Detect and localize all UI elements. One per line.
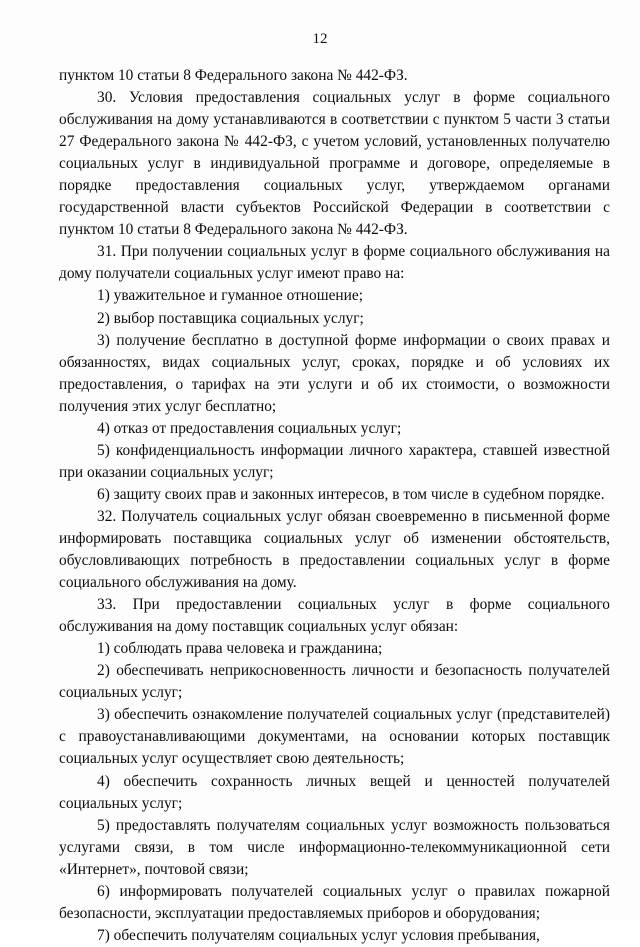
paragraph-33: 33. При предоставлении социальных услуг в форме социального обслуживания на дому поставщик социальных услуг обязан: [59, 596, 610, 636]
paragraph-33-item-2: 2) обеспечивать неприкосновенность личности и безопасность получателей социальных услуг; [59, 662, 610, 702]
paragraph-33-item-6: 6) информировать получателей социальных услуг о правилах пожарной безопасности, эксплуатации предоставляемых приборов и оборудования; [59, 882, 610, 922]
paragraph-33-item-3: 3) обеспечить ознакомление получателей социальных услуг (представителей) с правоустанавливающими документами, на основании которых поставщик социальных услуг осуществляет свою деятельность; [59, 706, 610, 768]
page-number: 12 [312, 31, 328, 47]
paragraph-31-item-4: 4) отказ от предоставления социальных услуг; [97, 419, 402, 437]
document-body [59, 65, 610, 947]
paragraph-31-item-1: 1) уважительное и гуманное отношение; [97, 287, 363, 305]
paragraph-33-item-1: 1) соблюдать права человека и гражданина; [97, 640, 383, 658]
paragraph-31-item-5: 5) конфиденциальность информации личного характера, ставшей известной при оказании социальных услуг; [59, 441, 610, 481]
paragraph-31: 31. При получении социальных услуг в форме социального обслуживания на дому получатели социальных услуг имеют право на: [59, 243, 610, 283]
paragraph-continuation: пунктом 10 статьи 8 Федерального закона № 442-ФЗ. [59, 67, 408, 84]
paragraph-30: 30. Условия предоставления социальных услуг в форме социального обслуживания на дому устанавливаются в соответствии с пунктом 5 части 3 статьи 27 Федерального закона № 442-ФЗ, с учетом условий, установленных получателю социальных услуг в индивидуальной программе и договоре, определяемые в порядке предоставления социальных услуг, утверждаемом органами государственной власти субъектов Российской Федерации в соответствии с пунктом 10 статьи 8 Федерального закона № 442-ФЗ. [59, 89, 610, 239]
paragraph-32: 32. Получатель социальных услуг обязан своевременно в письменной форме информировать поставщика социальных услуг об изменении обстоятельств, обусловливающих потребность в предоставлении социальных услуг в форме социального обслуживания на дому. [59, 507, 610, 592]
paragraph-31-item-3: 3) получение бесплатно в доступной форме информации о своих правах и обязанностях, видах социальных услуг, сроках, порядке и об условиях их предоставления, о тарифах на эти услуги и об их стоимости, о возможности получения этих услуг бесплатно; [59, 331, 610, 415]
paragraph-33-item-5: 5) предоставлять получателям социальных услуг возможность пользоваться услугами связи, в том числе информационно-телекоммуникационной сети «Интернет», почтовой связи; [59, 816, 610, 878]
paragraph-33-item-4: 4) обеспечить сохранность личных вещей и ценностей получателей социальных услуг; [59, 772, 610, 812]
paragraph-31-item-2: 2) выбор поставщика социальных услуг; [97, 309, 364, 327]
paragraph-31-item-6: 6) защиту своих прав и законных интересов, в том числе в судебном порядке. [97, 485, 605, 503]
paragraph-33-item-7: 7) обеспечить получателям социальных услуг условия пребывания, [97, 926, 540, 944]
